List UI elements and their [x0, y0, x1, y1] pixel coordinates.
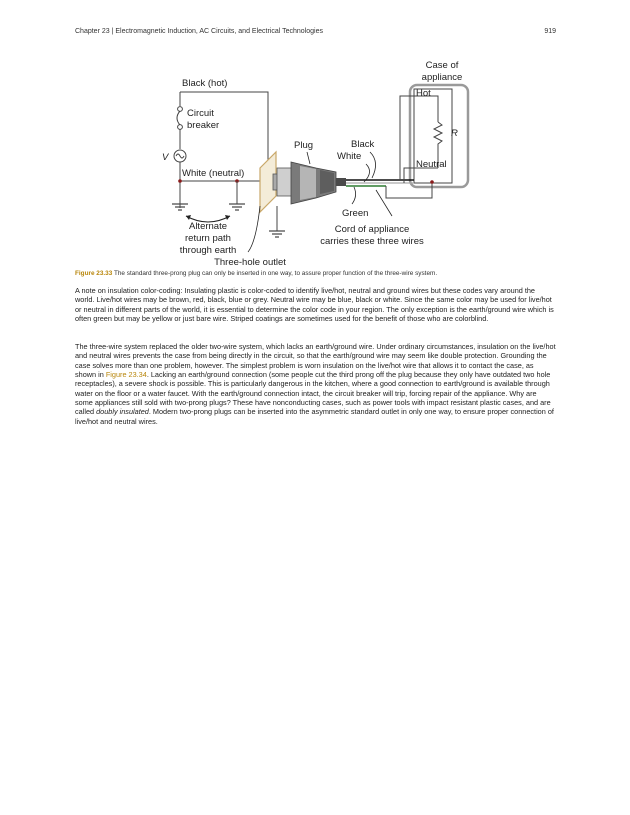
- three-prong-plug-diagram: [160, 56, 480, 268]
- label-outlet: Three-hole outlet: [214, 257, 286, 268]
- label-green: Green: [342, 208, 369, 219]
- ground-symbol-icon: [269, 231, 285, 237]
- appliance-ground-wire: [386, 182, 432, 198]
- label-circuit: Circuit: [187, 108, 214, 119]
- figure-caption: [75, 269, 556, 278]
- arrowhead-icon: [225, 215, 230, 220]
- paragraph-text: . Modern two-prong plugs can be inserted into the asymmetric standard outlet in only one way, to ensure proper connection of live/hot and neutral wires.: [75, 407, 554, 426]
- paragraph-three-wire-system: [75, 342, 556, 426]
- breaker-contact-icon: [178, 107, 183, 112]
- figure-23-33: [160, 56, 480, 268]
- arrowhead-icon: [186, 215, 191, 220]
- label-black: Black: [351, 139, 375, 150]
- node-dot: [178, 179, 182, 183]
- leader-line: [248, 206, 260, 252]
- label-breaker: breaker: [187, 120, 220, 131]
- leader-line: [370, 152, 376, 178]
- running-header: [75, 28, 556, 35]
- label-through-earth: through earth: [179, 245, 237, 256]
- label-return-path: return path: [185, 233, 231, 244]
- figure-link[interactable]: Figure 23.34: [105, 370, 147, 380]
- label-alternate: Alternate: [188, 221, 228, 232]
- breaker-contact-icon: [178, 125, 183, 130]
- breaker-switch-icon: [177, 111, 180, 125]
- leader-line: [376, 190, 392, 216]
- paragraph-text: . Lacking an earth/ground connection (some people cut the third prong off the plug because they only have outdated two hole receptacles), a severe shock is possible. This is particularly dangerous in the kitchen, where a good connection to earth/ground is available through water on the floor or a water faucet. With the earth/ground connection intact, the circuit breaker will trip, forcing repair of the appliance. Why are some appliances still sold with two-prong plugs? These have nonconducting cases, such as power tools with impact resistant plastic cases, and are called: [75, 370, 551, 417]
- paragraph-insulation-note: A note on insulation color-coding: Insulating plastic is color-coded to identify live/hot, neutral and ground wires but these codes vary around the world. Live/hot wires may be brown, red, black, blue or grey. Neutral wire may be blue, black or white. Since the same color may be used for live/hot or neutral in different parts of the world, it is essential to determine the color code in your region. The only exception is the earth/ground wire which is often green but may be yellow or just bare wire. Striped coatings are sometimes used for the benefit of those who are colorblind.: [75, 286, 554, 324]
- label-case-of: Case of: [425, 60, 459, 71]
- leader-line: [352, 187, 356, 204]
- label-appliance: appliance: [421, 72, 463, 83]
- page-number: 919: [544, 28, 556, 35]
- chapter-title: Chapter 23 | Electromagnetic Induction, AC Circuits, and Electrical Technologies: [75, 28, 323, 35]
- caption-label: Figure 23.33: [75, 270, 113, 277]
- label-white-neutral: White (neutral): [182, 168, 245, 179]
- label-plug: Plug: [294, 140, 314, 151]
- label-v: V: [162, 152, 169, 163]
- plug: [273, 162, 346, 204]
- label-three-wires: carries these three wires: [320, 236, 424, 247]
- label-cord: Cord of appliance: [334, 224, 410, 235]
- label-white: White: [337, 151, 362, 162]
- paragraph-text: The three-wire system replaced the older two-wire system, which lacks an earth/ground wire. Under ordinary circumstances, insulation on the live/hot and neutral wires prevents the case from being directly in the circuit, so that the earth/ground wire may seem like double protection. Grounding the case solves more than one problem, however. The simplest problem is worn insulation on the live/hot wire that allows it to contact the case, as shown in: [75, 342, 556, 380]
- label-r: R: [451, 128, 458, 139]
- label-hot: Hot: [416, 88, 431, 99]
- ground-symbol-icon: [229, 204, 245, 210]
- caption-text: The standard three-prong plug can only be inserted in one way, to assure proper function of the three-wire system.: [112, 270, 438, 277]
- label-neutral: Neutral: [416, 159, 447, 170]
- emphasis-term: doubly insulated: [96, 407, 149, 417]
- label-black-hot: Black (hot): [182, 78, 228, 89]
- node-dot: [430, 180, 434, 184]
- leader-line: [307, 152, 310, 164]
